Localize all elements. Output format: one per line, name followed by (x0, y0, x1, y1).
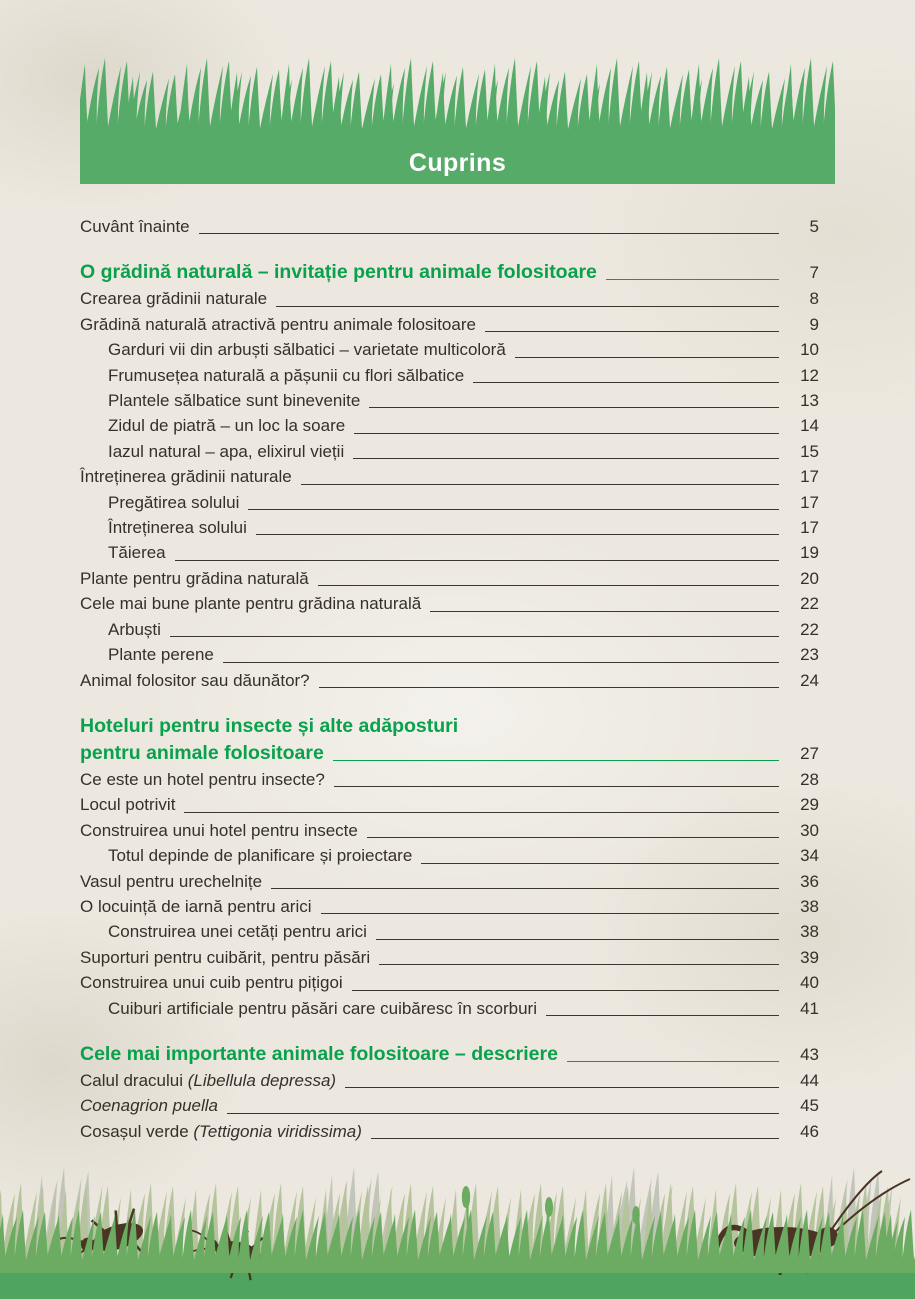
toc-entry-label: Suporturi pentru cuibărit, pentru păsări (80, 947, 371, 967)
toc-entry-label: pentru animale folositoare (80, 741, 324, 764)
toc-entry-label: Totul depinde de planificare și proiectare (108, 846, 413, 866)
toc-entry (80, 668, 819, 693)
leader-line (567, 1061, 779, 1062)
leader-line (515, 357, 779, 358)
toc-entry (80, 869, 819, 894)
toc-entry-label: O locuință de iarnă pentru arici (80, 896, 312, 916)
leader-line (354, 433, 779, 434)
toc-entry-label: Construirea unui hotel pentru insecte (80, 820, 358, 840)
toc-page-number: 20 (800, 568, 819, 588)
toc-page-number: 22 (800, 619, 819, 639)
toc-page-number: 28 (800, 769, 819, 789)
toc-entry (80, 464, 819, 489)
toc-entry (80, 591, 819, 616)
leader-line (199, 233, 779, 234)
leader-line (345, 1087, 779, 1088)
toc-entry-label: Cuvânt înainte (80, 217, 190, 236)
toc-entry-label: Cosașul verde (Tettigonia viridissima) (80, 1121, 362, 1141)
title-band (80, 142, 835, 184)
toc-page-number: 8 (809, 289, 819, 309)
toc-entry-label: Animal folositor sau dăunător? (80, 670, 310, 690)
leader-line (473, 382, 779, 383)
toc-page-number: 39 (800, 947, 819, 967)
toc-entry-label: Construirea unui cuib pentru pițigoi (80, 973, 343, 993)
toc-page-number: 38 (800, 896, 819, 916)
toc-page-number: 45 (800, 1096, 819, 1116)
toc-page-number: 43 (800, 1044, 819, 1064)
toc-entry (80, 214, 819, 239)
leader-line (318, 585, 779, 586)
toc-entry (80, 1068, 819, 1093)
toc-page-number: 38 (800, 922, 819, 942)
toc-entry-label: Plante perene (108, 645, 214, 665)
toc-entry (80, 767, 819, 792)
toc-entry (80, 490, 819, 515)
toc-entry (80, 919, 819, 944)
toc-page-number: 34 (800, 846, 819, 866)
toc-entry-label: Construirea unei cetăți pentru arici (108, 922, 367, 942)
toc-entry-label: O grădină naturală – invitație pentru animale folositoare (80, 261, 597, 284)
grass-bottom-decoration-icon (0, 1167, 915, 1299)
toc-page-number: 19 (800, 543, 819, 563)
toc-entry-label: Plantele sălbatice sunt binevenite (108, 391, 361, 411)
toc-entry (80, 540, 819, 565)
toc-entry (80, 1093, 819, 1118)
grass-top-decoration-icon (80, 58, 835, 144)
toc-entry-label: Cele mai bune plante pentru grădina naturală (80, 594, 422, 614)
leader-line (301, 484, 779, 485)
toc-entry-label: Cele mai importante animale folositoare – descriere (80, 1042, 558, 1065)
toc-entry-label: Plante pentru grădina naturală (80, 568, 309, 588)
leader-line (606, 279, 779, 280)
leader-line (485, 331, 779, 332)
toc-page-number: 29 (800, 795, 819, 815)
toc-page-number: 5 (809, 217, 819, 236)
toc-page-number: 10 (800, 340, 819, 360)
toc-entry-label: Ce este un hotel pentru insecte? (80, 769, 325, 789)
toc-page-number: 13 (800, 391, 819, 411)
toc-section-heading (80, 259, 819, 286)
leader-line (276, 306, 779, 307)
leader-line (256, 534, 779, 535)
toc-entry-label: Întreținerea grădinii naturale (80, 467, 292, 487)
toc-entry (80, 388, 819, 413)
toc-page-number: 24 (800, 670, 819, 690)
toc-section-heading (80, 740, 819, 767)
toc-entry-label: Hoteluri pentru insecte și alte adăposturi (80, 714, 459, 737)
toc-entry-label: Zidul de piatră – un loc la soare (108, 416, 346, 436)
toc-entry (80, 515, 819, 540)
toc-page-number: 17 (800, 492, 819, 512)
toc-page-number: 22 (800, 594, 819, 614)
toc-page-number: 17 (800, 467, 819, 487)
leader-line (271, 888, 779, 889)
toc-entry (80, 363, 819, 388)
toc-entry-label: Vasul pentru urechelnițe (80, 871, 263, 891)
toc-entry (80, 970, 819, 995)
toc-entry (80, 566, 819, 591)
leader-line (223, 662, 779, 663)
leader-line (379, 964, 779, 965)
toc-entry (80, 843, 819, 868)
leader-line (175, 560, 779, 561)
toc-entry (80, 439, 819, 464)
toc-entry-label: Arbuști (108, 619, 161, 639)
leader-line (367, 837, 779, 838)
leader-line (321, 913, 779, 914)
toc-page-number: 30 (800, 820, 819, 840)
toc-page-number: 44 (800, 1070, 819, 1090)
leader-line (421, 863, 779, 864)
toc-page-number: 27 (800, 743, 819, 763)
toc-entry-label: Iazul natural – apa, elixirul vieții (108, 441, 345, 461)
toc-page-number: 41 (800, 998, 819, 1018)
toc-entry (80, 1119, 819, 1144)
toc-entry-label: Crearea grădinii naturale (80, 289, 268, 309)
leader-line (352, 990, 779, 991)
toc-entry (80, 337, 819, 362)
leader-line (371, 1138, 779, 1139)
toc-entry-label: Cuiburi artificiale pentru păsări care cuibăresc în scorburi (108, 998, 537, 1018)
leader-line (334, 786, 779, 787)
toc-page-number: 7 (809, 263, 819, 283)
toc-section-heading (80, 1041, 819, 1068)
toc-page-number: 9 (809, 314, 819, 334)
toc-page-number: 17 (800, 518, 819, 538)
toc-entry-label: Locul potrivit (80, 795, 176, 815)
toc-page-number: 14 (800, 416, 819, 436)
toc-page-number: 12 (800, 365, 819, 385)
leader-line (184, 812, 779, 813)
leader-line (546, 1015, 779, 1016)
toc-entry-label: Calul dracului (Libellula depressa) (80, 1070, 337, 1090)
toc-entry (80, 286, 819, 311)
toc-page-number: 46 (800, 1121, 819, 1141)
toc-entry-label: Garduri vii din arbuști sălbatici – varietate multicoloră (108, 340, 506, 360)
leader-line (376, 939, 779, 940)
toc-entry (80, 617, 819, 642)
leader-line (369, 407, 779, 408)
toc-entry-label: Grădină naturală atractivă pentru animale folositoare (80, 314, 476, 334)
toc-entry (80, 312, 819, 337)
leader-line (248, 509, 779, 510)
toc-entry (80, 792, 819, 817)
toc-entry-label: Coenagrion puella (80, 1096, 218, 1116)
toc-entry-label: Întreținerea solului (108, 518, 247, 538)
leader-line (170, 636, 779, 637)
toc-entry (80, 996, 819, 1021)
toc-page-number: 23 (800, 645, 819, 665)
toc-page-number: 15 (800, 441, 819, 461)
toc-entry (80, 818, 819, 843)
toc-entry (80, 642, 819, 667)
toc-section-heading (80, 713, 819, 740)
toc-page-number: 36 (800, 871, 819, 891)
table-of-contents (0, 184, 915, 1144)
toc-entry-label: Tăierea (108, 543, 166, 563)
toc-entry (80, 413, 819, 438)
toc-entry (80, 945, 819, 970)
toc-page-number: 40 (800, 973, 819, 993)
leader-line (227, 1113, 779, 1114)
leader-line (333, 760, 779, 761)
leader-line (353, 458, 779, 459)
toc-entry-label: Frumusețea naturală a pășunii cu flori sălbatice (108, 365, 465, 385)
page-title: Cuprins (408, 148, 507, 177)
leader-line (430, 611, 779, 612)
toc-entry-label: Pregătirea solului (108, 492, 240, 512)
leader-line (319, 687, 779, 688)
contents-header (80, 58, 835, 184)
toc-entry (80, 894, 819, 919)
bottom-green-bar (0, 1271, 915, 1299)
bottom-decoration (0, 1167, 915, 1299)
